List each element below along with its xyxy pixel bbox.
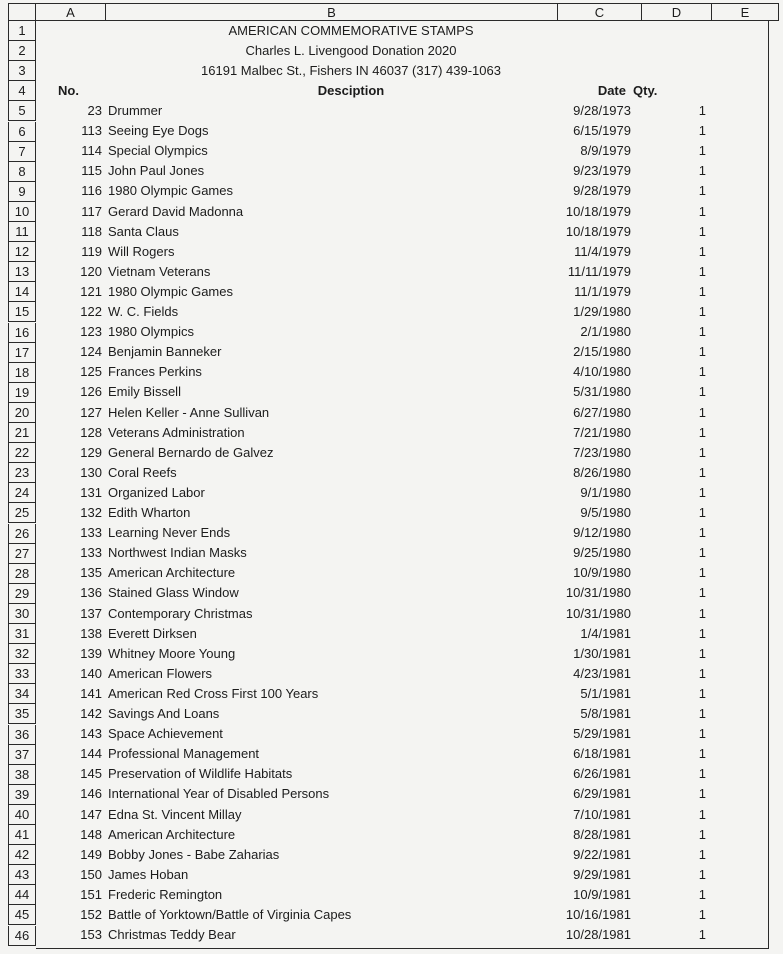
- issue-date[interactable]: 11/4/1979: [574, 243, 631, 259]
- issue-date[interactable]: 9/5/1980: [580, 505, 631, 520]
- issue-date[interactable]: 10/9/1980: [573, 565, 631, 581]
- stamp-description[interactable]: American Red Cross First 100 Years: [108, 685, 319, 701]
- row-number[interactable]: 39: [8, 785, 36, 805]
- table-header-row: [36, 81, 769, 101]
- row-number[interactable]: 35: [8, 704, 36, 724]
- select-all-corner[interactable]: [8, 3, 36, 21]
- column-header-e[interactable]: E: [712, 3, 779, 21]
- issue-date[interactable]: 9/23/1979: [573, 163, 631, 179]
- table-row: [36, 262, 769, 282]
- issue-date[interactable]: 9/28/1973: [573, 103, 631, 118]
- row-number[interactable]: 2: [8, 41, 36, 61]
- stamp-description[interactable]: Drummer: [108, 103, 163, 118]
- sheet-subtitle-address: 16191 Malbec St., Fishers IN 46037 (317) 439-1063: [201, 63, 501, 78]
- table-row: [36, 644, 769, 664]
- issue-date[interactable]: 11/1/1979: [574, 283, 631, 299]
- issue-date[interactable]: 7/21/1980: [573, 424, 631, 440]
- stamp-description[interactable]: International Year of Disabled Persons: [108, 786, 330, 802]
- table-row: [36, 503, 769, 523]
- stamp-number[interactable]: 118: [81, 223, 102, 239]
- row-number[interactable]: 1: [8, 21, 36, 41]
- row-number[interactable]: 42: [8, 845, 36, 865]
- row-number[interactable]: 30: [8, 604, 36, 624]
- stamp-description[interactable]: Christmas Teddy Bear: [108, 927, 236, 943]
- issue-date[interactable]: 9/28/1979: [573, 183, 631, 199]
- quantity[interactable]: 1: [698, 866, 706, 882]
- quantity[interactable]: 1: [698, 464, 706, 480]
- row-number[interactable]: 9: [8, 182, 36, 202]
- table-row: [36, 704, 769, 724]
- stamp-description[interactable]: Battle of Yorktown/Battle of Virginia Capes: [108, 907, 352, 922]
- table-row: [36, 905, 769, 925]
- table-row: [36, 463, 769, 483]
- table-row: [36, 382, 769, 402]
- issue-date[interactable]: 10/31/1980: [565, 585, 631, 601]
- row-number[interactable]: 10: [8, 202, 36, 222]
- stamp-number[interactable]: 138: [80, 625, 102, 641]
- stamp-description[interactable]: Frederic Remington: [108, 886, 223, 902]
- issue-date[interactable]: 10/18/1979: [565, 223, 631, 239]
- stamp-description[interactable]: General Bernardo de Galvez: [108, 444, 274, 460]
- row-number[interactable]: 41: [8, 825, 36, 845]
- row-number[interactable]: 11: [8, 222, 36, 242]
- quantity[interactable]: 1: [698, 384, 706, 400]
- row-number[interactable]: 45: [8, 905, 36, 925]
- quantity[interactable]: 1: [698, 645, 706, 661]
- stamp-number[interactable]: 123: [80, 324, 102, 340]
- quantity[interactable]: 1: [698, 484, 706, 500]
- quantity[interactable]: 1: [698, 585, 706, 601]
- quantity[interactable]: 1: [698, 605, 706, 621]
- stamp-description[interactable]: Gerard David Madonna: [108, 203, 244, 219]
- stamp-number[interactable]: 133: [80, 545, 102, 561]
- row-number[interactable]: 19: [8, 383, 36, 403]
- table-row: [36, 865, 769, 885]
- stamp-number[interactable]: 140: [80, 665, 102, 681]
- row-number[interactable]: 6: [8, 122, 36, 142]
- stamp-number[interactable]: 122: [80, 304, 102, 319]
- row-number[interactable]: 36: [8, 725, 36, 745]
- sheet-subtitle-donor: Charles L. Livengood Donation 2020: [245, 43, 457, 58]
- stamp-description[interactable]: W. C. Fields: [108, 304, 179, 319]
- issue-date[interactable]: 10/28/1981: [565, 927, 631, 943]
- issue-date[interactable]: 10/9/1981: [573, 886, 631, 902]
- table-row: [36, 825, 769, 845]
- row-number[interactable]: 15: [8, 302, 36, 322]
- issue-date[interactable]: 6/15/1979: [573, 123, 631, 139]
- table-row: [36, 805, 769, 825]
- stamp-number[interactable]: 139: [80, 645, 102, 661]
- stamp-number[interactable]: 130: [80, 464, 102, 480]
- row-number[interactable]: 14: [8, 282, 36, 302]
- quantity[interactable]: 1: [698, 685, 706, 701]
- stamp-description[interactable]: 1980 Olympic Games: [108, 183, 233, 199]
- issue-date[interactable]: 2/15/1980: [573, 344, 631, 360]
- issue-date[interactable]: 6/29/1981: [573, 786, 631, 802]
- stamp-description[interactable]: John Paul Jones: [108, 163, 205, 179]
- header-qty: Qty.: [633, 83, 658, 98]
- stamp-description[interactable]: Will Rogers: [108, 243, 175, 259]
- row-number[interactable]: 7: [8, 142, 36, 162]
- stamp-number[interactable]: 149: [80, 846, 102, 862]
- quantity[interactable]: 1: [698, 565, 706, 581]
- table-row: [36, 403, 769, 423]
- table-row: [36, 483, 769, 503]
- table-row: [36, 724, 769, 744]
- issue-date[interactable]: 5/31/1980: [573, 384, 631, 400]
- table-row: [36, 925, 769, 945]
- header-date: Date: [597, 83, 626, 98]
- stamp-number[interactable]: 113: [81, 123, 102, 139]
- quantity[interactable]: 1: [698, 163, 706, 179]
- table-row: [36, 342, 769, 362]
- table-row: [36, 302, 769, 322]
- quantity[interactable]: 1: [698, 404, 706, 420]
- stamp-description[interactable]: Frances Perkins: [108, 364, 202, 380]
- row-number[interactable]: 21: [8, 423, 36, 443]
- issue-date[interactable]: 6/18/1981: [573, 746, 631, 762]
- row-number[interactable]: 29: [8, 584, 36, 604]
- header-no: No.: [58, 83, 79, 98]
- quantity[interactable]: 1: [698, 324, 706, 340]
- stamp-description[interactable]: American Architecture: [108, 565, 236, 581]
- table-row: [36, 523, 769, 543]
- stamp-description[interactable]: James Hoban: [108, 866, 189, 882]
- issue-date[interactable]: 5/8/1981: [580, 706, 631, 721]
- issue-date[interactable]: 5/29/1981: [573, 726, 631, 742]
- stamp-number[interactable]: 23: [87, 103, 102, 118]
- quantity[interactable]: 1: [698, 304, 706, 319]
- quantity[interactable]: 1: [698, 103, 706, 118]
- quantity[interactable]: 1: [698, 183, 706, 199]
- stamp-number[interactable]: 115: [81, 163, 102, 179]
- quantity[interactable]: 1: [698, 665, 706, 681]
- quantity[interactable]: 1: [698, 545, 706, 561]
- stamp-description[interactable]: American Architecture: [108, 826, 236, 842]
- table-row: [36, 222, 769, 242]
- quantity[interactable]: 1: [698, 243, 706, 259]
- stamp-number[interactable]: 142: [80, 706, 102, 721]
- issue-date[interactable]: 9/25/1980: [573, 545, 631, 561]
- quantity[interactable]: 1: [698, 746, 706, 762]
- issue-date[interactable]: 4/23/1981: [573, 665, 631, 681]
- quantity[interactable]: 1: [698, 806, 706, 822]
- table-row: [36, 583, 769, 603]
- quantity[interactable]: 1: [698, 786, 706, 802]
- stamp-number[interactable]: 150: [80, 866, 102, 882]
- row-number[interactable]: 16: [8, 323, 36, 343]
- quantity[interactable]: 1: [698, 525, 706, 541]
- quantity[interactable]: 1: [698, 846, 706, 862]
- issue-date[interactable]: 9/12/1980: [573, 525, 631, 541]
- table-row: [36, 242, 769, 262]
- stamp-description[interactable]: Everett Dirksen: [108, 625, 197, 641]
- stamp-number[interactable]: 126: [80, 384, 102, 400]
- row-number[interactable]: 25: [8, 503, 36, 523]
- issue-date[interactable]: 8/26/1980: [573, 464, 631, 480]
- stamp-number[interactable]: 133: [80, 525, 102, 541]
- stamp-description[interactable]: Bobby Jones - Babe Zaharias: [108, 846, 280, 862]
- row-number[interactable]: 20: [8, 403, 36, 423]
- issue-date[interactable]: 8/28/1981: [573, 826, 631, 842]
- issue-date[interactable]: 2/1/1980: [580, 324, 631, 340]
- header-description: Desciption: [317, 83, 385, 98]
- quantity[interactable]: 1: [698, 203, 706, 219]
- table-row: [36, 362, 769, 382]
- quantity[interactable]: 1: [698, 927, 706, 943]
- issue-date[interactable]: 6/27/1980: [573, 404, 631, 420]
- table-row: [36, 563, 769, 583]
- row-number[interactable]: 44: [8, 885, 36, 905]
- stamp-description[interactable]: Veterans Administration: [108, 424, 245, 440]
- stamp-description[interactable]: Benjamin Banneker: [108, 344, 222, 360]
- row-number[interactable]: 31: [8, 624, 36, 644]
- stamp-number[interactable]: 144: [80, 746, 102, 762]
- stamp-description[interactable]: Stained Glass Window: [108, 585, 239, 601]
- column-header-d[interactable]: D: [642, 3, 712, 21]
- stamp-number[interactable]: 125: [80, 364, 102, 380]
- quantity[interactable]: 1: [698, 223, 706, 239]
- table-row: [36, 885, 769, 905]
- row-number[interactable]: 40: [8, 805, 36, 825]
- row-number[interactable]: 22: [8, 443, 36, 463]
- stamp-description[interactable]: Helen Keller - Anne Sullivan: [108, 404, 270, 420]
- stamp-number[interactable]: 143: [80, 726, 102, 742]
- stamp-description[interactable]: 1980 Olympic Games: [108, 283, 233, 299]
- row-number[interactable]: 5: [8, 101, 36, 121]
- table-row: [36, 121, 769, 141]
- stamp-number[interactable]: 137: [80, 605, 102, 621]
- column-header-a[interactable]: A: [36, 3, 106, 21]
- stamp-number[interactable]: 131: [80, 484, 102, 500]
- stamp-number[interactable]: 121: [80, 283, 102, 299]
- row-number[interactable]: 33: [8, 664, 36, 684]
- quantity[interactable]: 1: [698, 123, 706, 139]
- issue-date[interactable]: 1/4/1981: [580, 625, 631, 641]
- stamp-number[interactable]: 132: [80, 505, 102, 520]
- row-number[interactable]: 27: [8, 544, 36, 564]
- row-number[interactable]: 8: [8, 162, 36, 182]
- table-row: [36, 282, 769, 302]
- issue-date[interactable]: 6/26/1981: [573, 766, 631, 782]
- quantity[interactable]: 1: [698, 826, 706, 842]
- stamp-number[interactable]: 135: [80, 565, 102, 581]
- table-row: [36, 543, 769, 563]
- row-number[interactable]: 24: [8, 483, 36, 503]
- stamp-description[interactable]: Santa Claus: [108, 223, 179, 239]
- issue-date[interactable]: 7/10/1981: [573, 806, 631, 822]
- stamp-number[interactable]: 145: [80, 766, 102, 782]
- issue-date[interactable]: 9/22/1981: [573, 846, 631, 862]
- table-row: [36, 443, 769, 463]
- table-row: [36, 764, 769, 784]
- issue-date[interactable]: 10/18/1979: [565, 203, 631, 219]
- sheet-title: AMERICAN COMMEMORATIVE STAMPS: [228, 23, 474, 38]
- stamp-number[interactable]: 114: [81, 143, 102, 159]
- stamp-number[interactable]: 124: [80, 344, 102, 360]
- stamp-number[interactable]: 136: [80, 585, 102, 601]
- table-row: [36, 322, 769, 342]
- table-row: [36, 181, 769, 201]
- row-number[interactable]: 23: [8, 463, 36, 483]
- stamp-description[interactable]: 1980 Olympics: [108, 324, 194, 340]
- issue-date[interactable]: 11/11/1979: [567, 263, 631, 279]
- table-row: [36, 845, 769, 865]
- stamp-description[interactable]: Emily Bissell: [108, 384, 181, 400]
- stamp-number[interactable]: 151: [80, 886, 102, 902]
- stamp-number[interactable]: 117: [81, 203, 102, 219]
- row-number[interactable]: 37: [8, 745, 36, 765]
- quantity[interactable]: 1: [698, 766, 706, 782]
- row-number[interactable]: 32: [8, 644, 36, 664]
- stamp-description[interactable]: American Flowers: [108, 665, 213, 681]
- table-row: [36, 664, 769, 684]
- quantity[interactable]: 1: [698, 886, 706, 902]
- table-row: [36, 423, 769, 443]
- issue-date[interactable]: 9/1/1980: [580, 484, 631, 500]
- stamp-description[interactable]: Organized Labor: [108, 484, 205, 500]
- stamp-number[interactable]: 146: [80, 786, 102, 802]
- stamp-number[interactable]: 152: [80, 907, 102, 922]
- table-row: [36, 101, 769, 121]
- stamp-number[interactable]: 141: [80, 685, 102, 701]
- row-number[interactable]: 46: [8, 926, 36, 946]
- row-number[interactable]: 18: [8, 363, 36, 383]
- issue-date[interactable]: 9/29/1981: [573, 866, 631, 882]
- quantity[interactable]: 1: [698, 263, 706, 279]
- row-number[interactable]: 4: [8, 81, 36, 101]
- stamp-description[interactable]: Seeing Eye Dogs: [108, 123, 209, 139]
- table-row: [36, 202, 769, 222]
- stamp-description[interactable]: Space Achievement: [108, 726, 223, 742]
- stamp-number[interactable]: 148: [80, 826, 102, 842]
- stamp-description[interactable]: Professional Management: [108, 746, 260, 762]
- stamp-description[interactable]: Vietnam Veterans: [108, 263, 211, 279]
- row-number[interactable]: 43: [8, 865, 36, 885]
- quantity[interactable]: 1: [698, 364, 706, 380]
- quantity[interactable]: 1: [698, 726, 706, 742]
- issue-date[interactable]: 4/10/1980: [573, 364, 631, 380]
- quantity[interactable]: 1: [698, 907, 706, 922]
- stamp-description[interactable]: Edith Wharton: [108, 505, 191, 520]
- column-header-row: [8, 3, 779, 21]
- stamp-description[interactable]: Learning Never Ends: [108, 525, 231, 541]
- row-number[interactable]: 12: [8, 242, 36, 262]
- issue-date[interactable]: 1/29/1980: [573, 304, 631, 319]
- stamp-description[interactable]: Whitney Moore Young: [108, 645, 236, 661]
- stamp-description[interactable]: Edna St. Vincent Millay: [108, 806, 242, 822]
- issue-date[interactable]: 8/9/1979: [580, 143, 631, 159]
- stamp-number[interactable]: 116: [81, 183, 102, 199]
- stamp-description[interactable]: Special Olympics: [108, 143, 208, 159]
- table-row: [36, 161, 769, 181]
- row-number[interactable]: 13: [8, 262, 36, 282]
- issue-date[interactable]: 5/1/1981: [580, 685, 631, 701]
- row-number[interactable]: 3: [8, 61, 36, 81]
- stamp-number[interactable]: 120: [80, 263, 102, 279]
- stamp-description[interactable]: Savings And Loans: [108, 706, 220, 721]
- quantity[interactable]: 1: [698, 706, 706, 721]
- table-row: [36, 624, 769, 644]
- row-number[interactable]: 38: [8, 765, 36, 785]
- quantity[interactable]: 1: [698, 444, 706, 460]
- table-row: [36, 604, 769, 624]
- table-row: [36, 684, 769, 704]
- quantity[interactable]: 1: [698, 424, 706, 440]
- stamp-description[interactable]: Coral Reefs: [108, 464, 177, 480]
- stamp-number[interactable]: 128: [80, 424, 102, 440]
- quantity[interactable]: 1: [698, 283, 706, 299]
- row-number[interactable]: 26: [8, 524, 36, 544]
- issue-date[interactable]: 1/30/1981: [573, 645, 631, 661]
- table-row: [36, 784, 769, 804]
- quantity[interactable]: 1: [698, 344, 706, 360]
- issue-date[interactable]: 10/31/1980: [565, 605, 631, 621]
- quantity[interactable]: 1: [698, 625, 706, 641]
- row-number[interactable]: 28: [8, 564, 36, 584]
- row-number[interactable]: 17: [8, 343, 36, 363]
- stamp-number[interactable]: 127: [80, 404, 102, 420]
- table-row: [36, 141, 769, 161]
- table-row: [36, 744, 769, 764]
- stamp-number[interactable]: 147: [80, 806, 102, 822]
- stamp-number[interactable]: 129: [80, 444, 102, 460]
- issue-date[interactable]: 10/16/1981: [565, 907, 631, 922]
- stamp-description[interactable]: Northwest Indian Masks: [108, 545, 247, 561]
- stamp-number[interactable]: 153: [80, 927, 102, 943]
- column-header-c[interactable]: C: [558, 3, 642, 21]
- stamp-description[interactable]: Preservation of Wildlife Habitats: [108, 766, 293, 782]
- quantity[interactable]: 1: [698, 143, 706, 159]
- issue-date[interactable]: 7/23/1980: [573, 444, 631, 460]
- row-number[interactable]: 34: [8, 684, 36, 704]
- column-header-b[interactable]: B: [106, 3, 558, 21]
- quantity[interactable]: 1: [698, 505, 706, 520]
- stamp-number[interactable]: 119: [81, 243, 102, 259]
- stamp-description[interactable]: Contemporary Christmas: [108, 605, 253, 621]
